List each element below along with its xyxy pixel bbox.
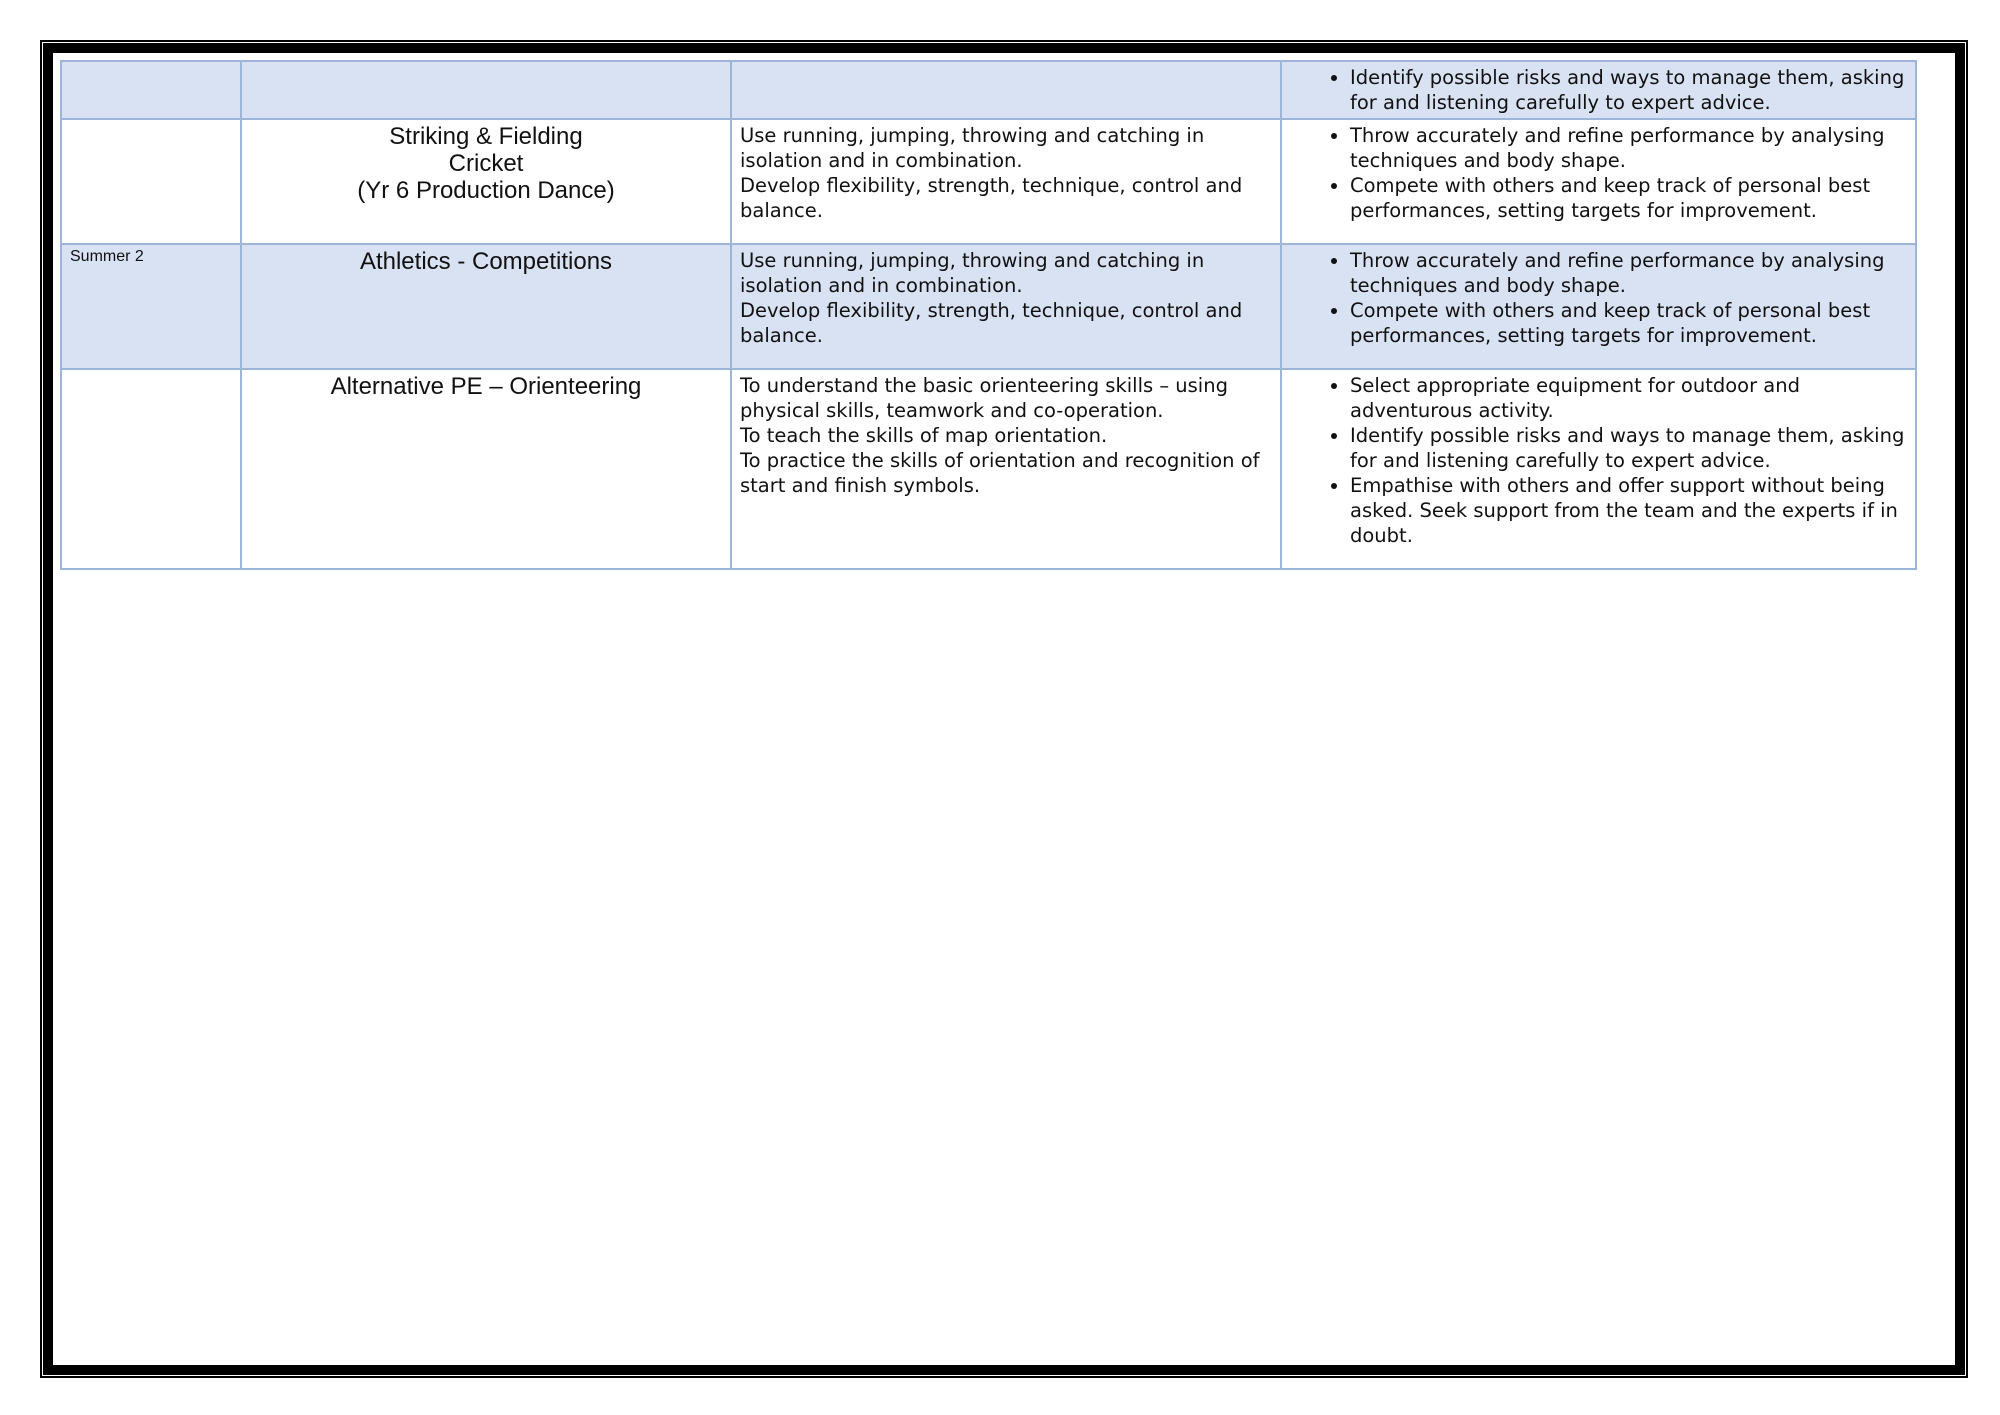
list-item: • Identify possible risks and ways to manage them, asking for and listening carefully to expert advice.	[1350, 423, 1907, 473]
outcomes-cell	[1281, 244, 1916, 369]
unit-cell	[241, 61, 731, 119]
unit-title: Striking & Fielding	[389, 123, 583, 150]
outcomes-cell	[1281, 61, 1916, 119]
term-cell: Summer 2	[61, 244, 241, 369]
objectives-cell	[731, 61, 1281, 119]
objective-text: To understand the basic orienteering skills – using physical skills, teamwork and co-operation.	[740, 374, 1228, 422]
table-row	[61, 244, 1916, 369]
objective-text: To practice the skills of orientation and recognition of start and finish symbols.	[740, 449, 1260, 497]
objective-text: Develop flexibility, strength, technique, control and balance.	[740, 174, 1243, 222]
outcomes-list	[1290, 65, 1907, 115]
unit-cell	[241, 369, 731, 569]
unit-note: (Yr 6 Production Dance)	[357, 177, 615, 204]
table-row	[61, 369, 1916, 569]
objectives-cell	[731, 119, 1281, 244]
objective-text: Develop flexibility, strength, technique, control and balance.	[740, 299, 1243, 347]
objective-text: To teach the skills of map orientation.	[740, 424, 1108, 447]
list-item: • Empathise with others and offer support without being asked. Seek support from the team and the experts if in doubt.	[1350, 473, 1907, 548]
objectives-cell	[731, 369, 1281, 569]
outcomes-list	[1290, 373, 1907, 548]
list-item: • Throw accurately and refine performance by analysing techniques and body shape.	[1350, 123, 1907, 173]
list-item: • Throw accurately and refine performance by analysing techniques and body shape.	[1350, 248, 1907, 298]
outcomes-cell	[1281, 119, 1916, 244]
objectives-cell	[731, 244, 1281, 369]
objective-text: Use running, jumping, throwing and catching in isolation and in combination.	[740, 249, 1205, 297]
unit-cell	[241, 244, 731, 369]
unit-cell	[241, 119, 731, 244]
unit-title: Athletics - Competitions	[359, 248, 613, 275]
outcomes-cell	[1281, 369, 1916, 569]
table-row	[61, 61, 1916, 119]
list-item: • Identify possible risks and ways to manage them, asking for and listening carefully to expert advice.	[1350, 65, 1907, 115]
unit-subtitle: Cricket	[448, 150, 524, 177]
outcomes-list	[1290, 248, 1907, 348]
term-cell	[61, 369, 241, 569]
list-item: • Compete with others and keep track of personal best performances, setting targets for improvement.	[1350, 298, 1907, 348]
unit-title: Alternative PE – Orienteering	[330, 373, 642, 400]
curriculum-table	[60, 60, 1917, 570]
table-row	[61, 119, 1916, 244]
objective-text: Use running, jumping, throwing and catching in isolation and in combination.	[740, 124, 1205, 172]
outcomes-list	[1290, 123, 1907, 223]
term-cell	[61, 61, 241, 119]
term-cell	[61, 119, 241, 244]
list-item: • Select appropriate equipment for outdoor and adventurous activity.	[1350, 373, 1907, 423]
list-item: • Compete with others and keep track of personal best performances, setting targets for improvement.	[1350, 173, 1907, 223]
